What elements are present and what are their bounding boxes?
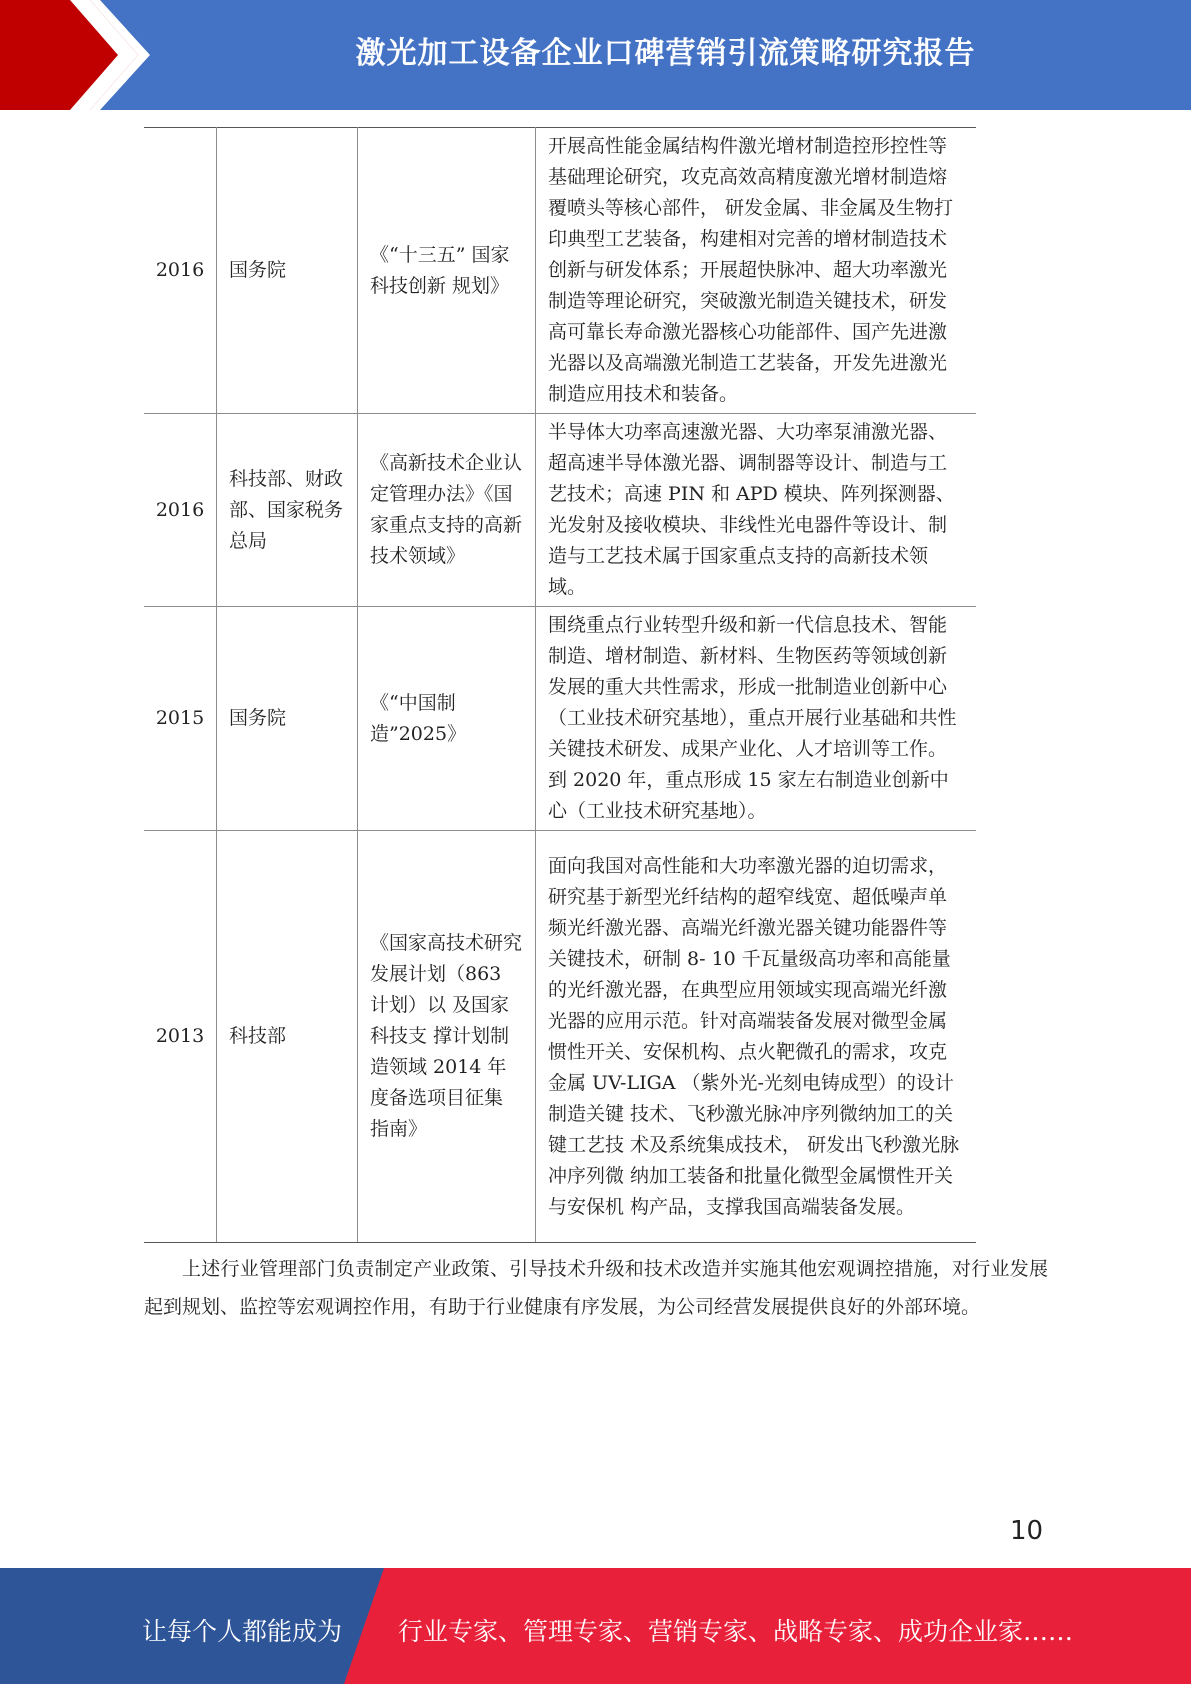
table-row: [144, 607, 976, 831]
policy-table: [144, 127, 976, 1243]
report-title: 激光加工设备企业口碑营销引流策略研究报告: [355, 36, 976, 71]
department-cell: 国务院: [217, 128, 358, 414]
year-cell: 2013: [144, 831, 217, 1243]
content-cell: 半导体大功率高速激光器、大功率泵浦激光器、超高速半导体激光器、调制器等设计、制造与工艺技术；高速 PIN 和 APD 模块、阵列探测器、光发射及接收模块、非线性光电器件等设计、制造与工艺技术属于国家重点支持的高新技术领域。: [536, 414, 977, 607]
document-cell: 《“十三五” 国家科技创新 规划》: [358, 128, 536, 414]
table-row: [144, 128, 976, 414]
header-arrow-decoration: [0, 0, 150, 110]
page-number: 10: [1010, 1516, 1044, 1546]
content-cell: 围绕重点行业转型升级和新一代信息技术、智能制造、增材制造、新材料、生物医药等领域创新发展的重大共性需求，形成一批制造业创新中心（工业技术研究基地），重点开展行业基础和共性 关键技术研发、成果产业化、人才培训等工作。 到 2020 年，重点形成 15 家左右制造业创新中心（工业技术研究基地）。: [536, 607, 977, 831]
department-cell: 科技部: [217, 831, 358, 1243]
department-cell: 国务院: [217, 607, 358, 831]
header-banner: [0, 0, 1191, 110]
table-row: [144, 831, 976, 1243]
table-row: [144, 414, 976, 607]
year-cell: 2016: [144, 414, 217, 607]
document-cell: 《“中国制造”2025》: [358, 607, 536, 831]
document-cell: 《高新技术企业认定管理办法》《国家重点支持的高新技术领域》: [358, 414, 536, 607]
content-cell: 面向我国对高性能和大功率激光器的迫切需求，研究基于新型光纤结构的超窄线宽、超低噪声单频光纤激光器、高端光纤激光器关键功能器件等关键技术，研制 8- 10 千瓦量级高功率和高能量的光纤激光器，在典型应用领域实现高端光纤激光器的应用示范。针对高端装备发展对微型金属惯性开关、安保机构、点火靶微孔的需求，攻克金属 UV-LIGA （紫外光-光刻电铸成型）的设计制造关键 技术、飞秒激光脉冲序列微纳加工的关键工艺技 术及系统集成技术， 研发出飞秒激光脉冲序列微 纳加工装备和批量化微型金属惯性开关与安保机 构产品，支撑我国高端装备发展。: [536, 831, 977, 1243]
footer-slogan-left: 让每个人都能成为: [142, 1617, 343, 1646]
footer-slogan-right: 行业专家、管理专家、营销专家、战略专家、成功企业家……: [398, 1617, 1074, 1646]
department-cell: 科技部、财政部、国家税务总局: [217, 414, 358, 607]
year-cell: 2015: [144, 607, 217, 831]
year-cell: 2016: [144, 128, 217, 414]
content-cell: 开展高性能金属结构件激光增材制造控形控性等基础理论研究，攻克高效高精度激光增材制造熔覆喷头等核心部件， 研发金属、非金属及生物打印典型工艺装备，构建相对完善的增材制造技术创新与研发体系；开展超快脉冲、超大功率激光制造等理论研究，突破激光制造关键技术，研发高可靠长寿命激光器核心功能部件、国产先进激光器以及高端激光制造工艺装备，开发先进激光制造应用技术和装备。: [536, 128, 977, 414]
document-cell: 《国家高技术研究发展计划（863 计划）以 及国家科技支 撑计划制造领域 2014 年度备选项目征集 指南》: [358, 831, 536, 1243]
body-paragraph: 上述行业管理部门负责制定产业政策、引导技术升级和技术改造并实施其他宏观调控措施，对行业发展起到规划、监控等宏观调控作用，有助于行业健康有序发展，为公司经营发展提供良好的外部环境。: [144, 1258, 1048, 1318]
